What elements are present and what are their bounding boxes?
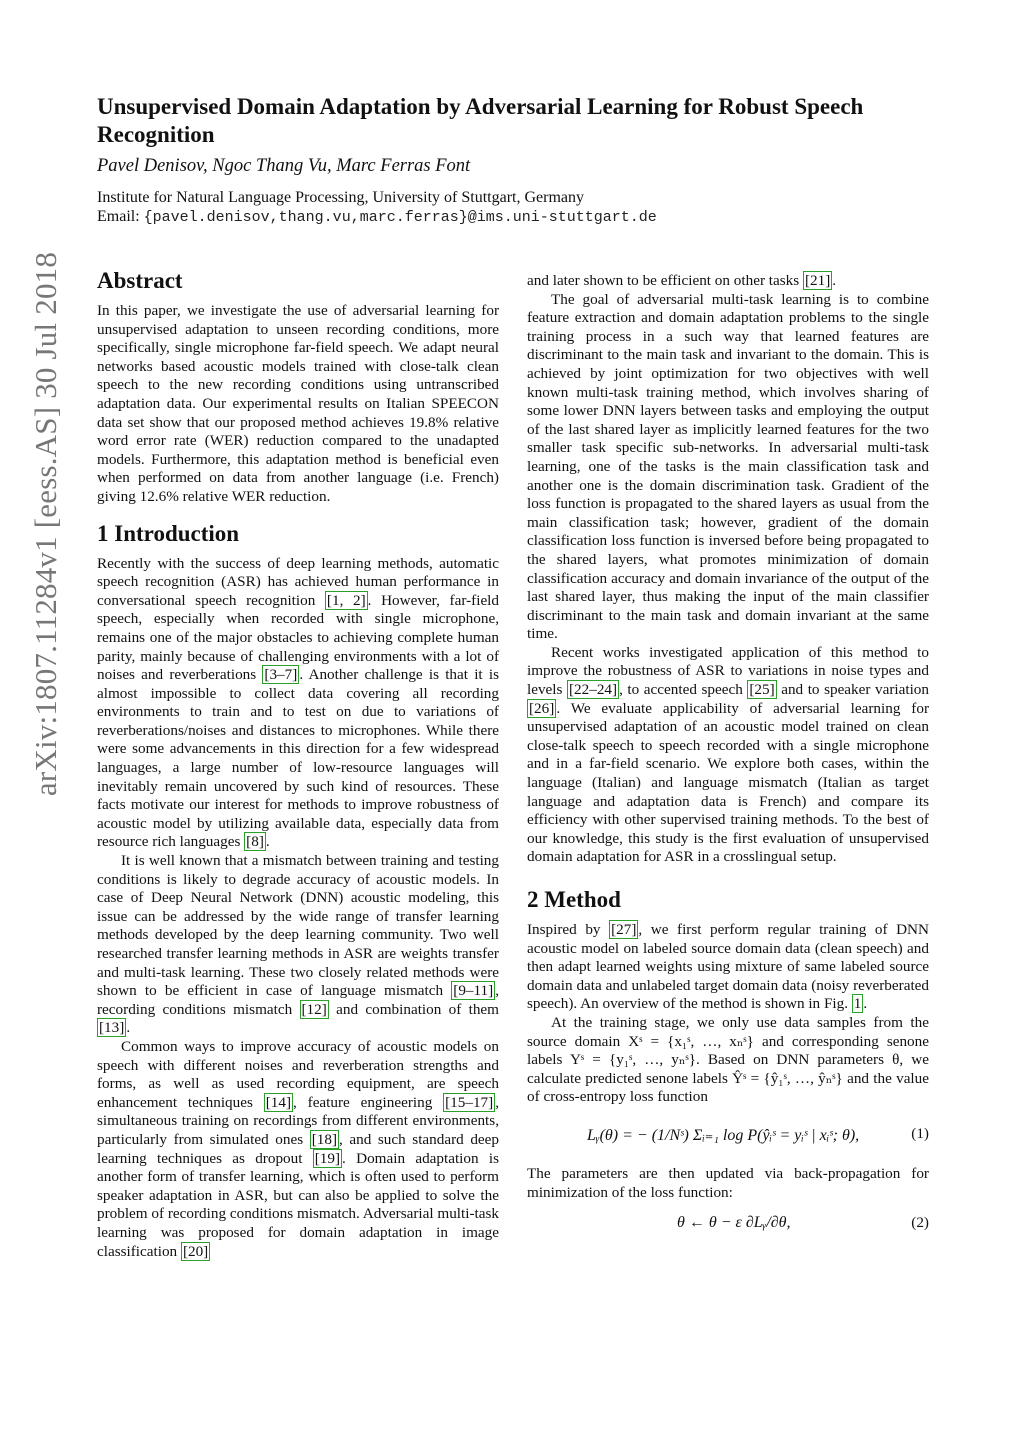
text-span: . (265, 833, 270, 851)
affiliation-block (97, 188, 657, 227)
right-column (527, 272, 929, 1248)
text-span: . (863, 995, 868, 1013)
equation-2-body: θ ← θ − ε ∂Lᵧ/∂θ, (677, 1214, 791, 1232)
citation-link[interactable]: [26] (529, 699, 555, 717)
citation-link[interactable]: [1, 2] (326, 591, 366, 609)
text-span: It is well known that a mismatch between training and testing conditions is likely to degrade accuracy of acoustic models. In case of Deep Neural Network (DNN) acoustic modeling, this issue can be addressed by the wide range of transfer learning methods developed by the deep learning community. Two well researched transfer learning methods in ASR are weights transfer and multi-task learning. These two closely related methods were shown to be efficient in case of language mismatch (97, 852, 499, 1000)
citation-link[interactable]: [9–11] (453, 982, 494, 1000)
paper-title: Unsupervised Domain Adaptation by Adversarial Learning for Robust Speech Recognition (97, 94, 864, 147)
text-span: . We evaluate applicability of adversarial learning for unsupervised adaptation of an acoustic model trained on clean close-talk speech to speech recorded with a single microphone and in a far-field scenario. We explore both cases, within the language (Italian) and language mismatch (Italian as target language and adaptation data is French) and compare its efficiency with other supervised training methods. To the best of our knowledge, this study is the first evaluation of unsupervised domain adaptation for ASR in a crosslingual setup. (527, 699, 929, 866)
affiliation: Institute for Natural Language Processing, University of Stuttgart, Germany (97, 189, 584, 206)
citation-link[interactable]: [18] (311, 1130, 338, 1148)
continued-paragraph (527, 272, 929, 291)
method-paragraph-3: The parameters are then updated via back-propagation for minimization of the loss function: (527, 1164, 929, 1201)
figure-link[interactable]: 1 (853, 995, 862, 1013)
text-span: Recent works investigated application of this method to improve the robustness of ASR to variations in noise types and levels (527, 643, 929, 699)
citation-link[interactable]: [3–7] (264, 666, 298, 684)
equation-1 (527, 1107, 929, 1165)
text-span: , we first perform regular training of DNN acoustic model on labeled source domain data (clean speech) and then adapt learned weights using mixture of same labeled source domain data and unlabeled target domain data (noisy reverberated speech). An overview of the method is shown in Fig. (527, 921, 929, 1013)
equation-1-body: Lᵧ(θ) = − (1/Nˢ) Σᵢ₌₁ log P(ŷᵢˢ = yᵢˢ | xᵢˢ; θ), (587, 1126, 860, 1144)
intro-paragraph-2 (97, 852, 499, 1038)
text-span: . (832, 272, 837, 289)
citation-link[interactable]: [21] (804, 272, 831, 289)
abstract-heading: Abstract (97, 268, 183, 293)
text-span: Common ways to improve accuracy of acoustic models on speech with different noises and reverberation strengths and forms, as well as used recording equipment, are speech enhancement techniques (97, 1037, 499, 1111)
citation-link[interactable]: [20] (182, 1242, 209, 1260)
intro-paragraph-1 (97, 555, 499, 853)
recent-works-paragraph (527, 644, 929, 867)
citation-link[interactable]: [19] (314, 1149, 341, 1167)
method-heading: 2 Method (527, 887, 621, 912)
citation-link[interactable]: [27] (611, 921, 637, 938)
equation-2-number: (2) (911, 1214, 929, 1232)
text-span: , feature engineering (293, 1093, 444, 1111)
citation-link[interactable]: [12] (301, 1000, 327, 1018)
email-address[interactable]: {pavel.denisov,thang.vu,marc.ferras}@ims.uni-stuttgart.de (143, 209, 657, 226)
email-line (97, 207, 657, 227)
citation-link[interactable]: [25] (749, 681, 775, 699)
intro-paragraph-3 (97, 1038, 499, 1261)
method-paragraph-2: At the training stage, we only use data samples from the source domain Xˢ = {x₁ˢ, …, xₙˢ} and corresponding senone labels Yˢ = {y₁ˢ, …, yₙˢ}. Based on DNN parameters θ, we calculate predicted senone labels Ŷˢ = {ŷ₁ˢ, …, ŷₙˢ} and the value of cross-entropy loss function (527, 1013, 929, 1106)
citation-link[interactable]: [15–17] (445, 1093, 494, 1111)
equation-2 (527, 1202, 929, 1248)
text-span: and combination of them (328, 1000, 499, 1018)
text-span: , simultaneous training on recordings from different environments, particularly from simulated ones (97, 1093, 499, 1148)
citation-link[interactable]: [13] (99, 1019, 125, 1037)
citation-link[interactable]: [22–24] (568, 681, 618, 699)
citation-link[interactable]: [14] (265, 1093, 292, 1111)
intro-heading: 1 Introduction (97, 520, 240, 546)
left-column (97, 266, 499, 1261)
citation-link[interactable]: [8] (246, 833, 264, 851)
text-span: , recording conditions mismatch (97, 982, 499, 1018)
text-span: Inspired by (527, 921, 610, 938)
adversarial-paragraph: The goal of adversarial multi-task learning is to combine feature extraction and domain adaptation problems to the single training process in a such way that learned features are discriminant to the main task and invariant to the domain. This is achieved by joint optimization for two objectives with well known multi-task training method, which involves sharing of some lower DNN layers between tasks and employing the output of the last shared layer as implicitly learned features for the two smaller task specific sub-networks. In adversarial multi-task learning, one of the tasks is the main classification task and another one is the domain discrimination task. Gradient of the loss function is propagated to the shared layers as usual from the main classification task; however, gradient of the domain classification loss function is inversed before being propagated to the shared layers, what promotes minimization of domain classification accuracy and domain invariance of the output of the last shared layer, thus making the input of the main classifier discriminant to the main task and domain invariant at the same time. (527, 290, 929, 643)
text-span: , and such standard deep learning techniques as dropout (97, 1130, 499, 1167)
method-paragraph-1 (527, 921, 929, 1014)
email-label: Email: (97, 208, 140, 225)
authors: Pavel Denisov, Ngoc Thang Vu, Marc Ferras Font (97, 156, 471, 176)
text-span: and later shown to be efficient on other tasks (527, 272, 803, 289)
text-span: , to accented speech (619, 681, 748, 699)
equation-1-number: (1) (911, 1124, 929, 1142)
text-span: and to speaker variation (776, 681, 929, 699)
arxiv-watermark: arXiv:1807.11284v1 [eess.AS] 30 Jul 2018 (28, 251, 63, 797)
text-span: . (126, 1019, 131, 1037)
abstract-text: In this paper, we investigate the use of adversarial learning for unsupervised adaptation to unseen recording conditions, more specifically, single microphone far-field speech. We adapt neural networks based acoustic models trained with close-talk clean speech to the new recording conditions using untranscribed adaptation data. Our experimental results on Italian SPEECON data set show that our proposed method achieves 19.8% relative word error rate (WER) reduction compared to the unadapted models. Furthermore, this adaptation method is beneficial even when performed on data from another language (i.e. French) giving 12.6% relative WER reduction. (97, 302, 499, 505)
text-span: Recently with the success of deep learning methods, automatic speech recognition (ASR) has achieved human performance in conversational speech recognition (97, 554, 499, 609)
text-span: . However, far-field speech, especially when recorded with single microphone, remains one of the major obstacles to achieving complete human parity, mainly because of challenging environments with a lot of noises and reverberations (97, 591, 499, 684)
text-span: . Another challenge is that it is almost impossible to collect data covering all recording environments to train and to test on due to variations of reverberations/noises and distances to microphones. While there were some advancements in this direction for a few widespread languages, a large number of low-resource languages will inevitably remain uncovered by such kind of resources. These facts motivate our interest for methods to improve robustness of acoustic model by utilizing available data, especially data from resource rich languages (97, 666, 499, 851)
text-span: . Domain adaptation is another form of transfer learning, which is often used to perform speaker adaptation in ASR, but can also be applied to solve the problem of recording conditions mismatch. Adversarial multi-task learning was proposed for domain adaptation in image classification (97, 1149, 499, 1260)
